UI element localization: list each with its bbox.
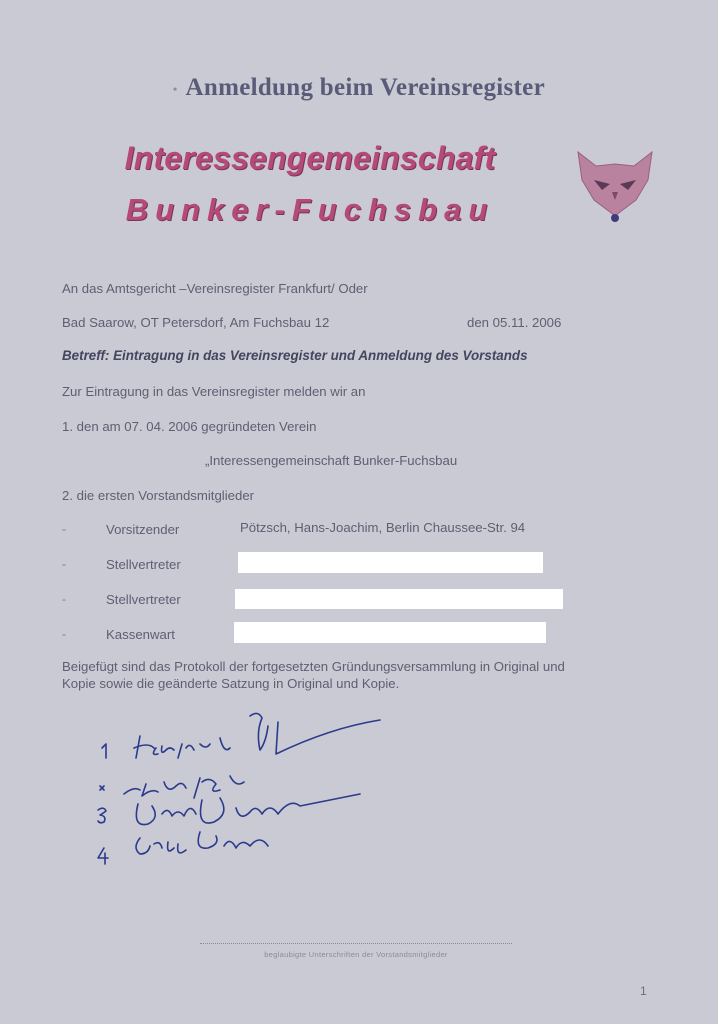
board-bullet: - (62, 627, 66, 641)
board-role: Stellvertreter (106, 592, 181, 607)
fox-logo-icon (574, 150, 656, 224)
signature-caption: beglaubigte Unterschriften der Vorstandsmitglieder (264, 950, 448, 959)
org-name-line2: Bunker-Fuchsbau (125, 192, 495, 227)
org-name-line1: Interessengemeinschaft (124, 140, 496, 176)
signature-dotted-line (200, 943, 512, 944)
item1-line: 1. den am 07. 04. 2006 gegründeten Verein (62, 419, 317, 434)
heading-text: Anmeldung beim Vereinsregister (185, 74, 545, 101)
board-member-value: Pötzsch, Hans-Joachim, Berlin Chaussee-Str. 94 (240, 520, 526, 535)
board-bullet: - (62, 557, 66, 571)
attachment-paragraph (62, 658, 662, 692)
addressee-line: An das Amtsgericht –Vereinsregister Frankfurt/ Oder (62, 281, 368, 296)
intro-line: Zur Eintragung in das Vereinsregister melden wir an (62, 384, 366, 399)
board-role: Stellvertreter (106, 557, 181, 572)
signatures-handwritten (90, 698, 410, 878)
item2-line: 2. die ersten Vorstandsmitglieder (62, 488, 255, 503)
redaction-box (238, 552, 543, 573)
page-number: 1 (640, 984, 647, 998)
board-role: Kassenwart (106, 627, 175, 642)
attachment-line2: Kopie sowie die geänderte Satzung in Original und Kopie. (62, 676, 400, 691)
subject-line: Betreff: Eintragung in das Vereinsregister und Anmeldung des Vorstands (62, 348, 528, 363)
club-name-line: „Interessengemeinschaft Bunker-Fuchsbau (205, 453, 458, 468)
redaction-box (234, 622, 546, 643)
sender-place-line: Bad Saarow, OT Petersdorf, Am Fuchsbau 12 (62, 315, 330, 330)
attachment-line1: Beigefügt sind das Protokoll der fortgesetzten Gründungsversammlung in Original und (62, 659, 565, 674)
board-bullet: - (62, 522, 66, 536)
board-bullet: - (62, 592, 66, 606)
heading-bullet: • (173, 81, 178, 96)
board-role: Vorsitzender (106, 522, 180, 537)
document-heading (0, 74, 718, 102)
redaction-box (235, 589, 563, 609)
document-date: den 05.11. 2006 (467, 315, 562, 330)
